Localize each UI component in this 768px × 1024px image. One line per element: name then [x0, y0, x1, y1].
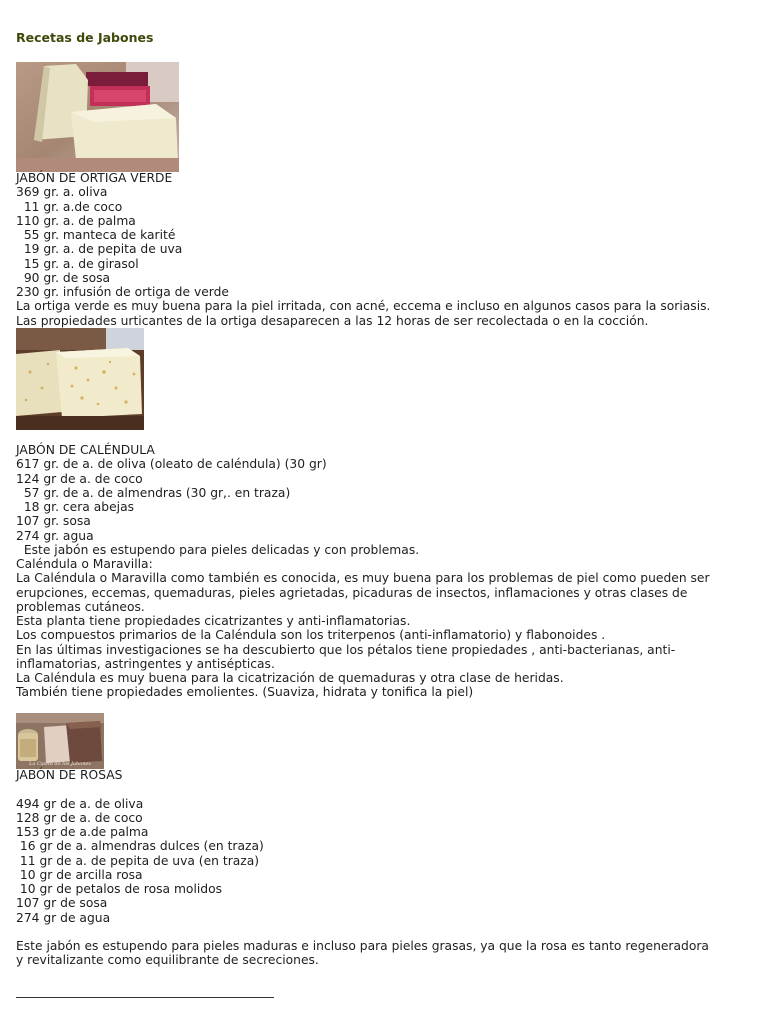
description-line: La Caléndula es muy buena para la cicatrización de quemaduras y otra clase de heridas. [16, 671, 564, 685]
recipe-line: 19 gr. a. de pepita de uva [16, 242, 183, 257]
recipe-line: 617 gr. de a. de oliva (oleato de caléndula) (30 gr) [16, 457, 327, 472]
recipe-line: 11 gr de a. de pepita de uva (en traza) [16, 853, 260, 868]
description-line: Las propiedades urticantes de la ortiga desaparecen a las 12 horas de ser recolectada o en la cocción. [16, 313, 649, 328]
recipe-line: 153 gr de a.de palma [16, 825, 149, 839]
section-calendula [16, 443, 710, 700]
page-title: Recetas de Jabones [16, 30, 154, 45]
description-line: La Caléndula o Maravilla como también es conocida, es muy buena para los problemas de piel como pueden ser [16, 571, 710, 586]
recipe-line: 15 gr. a. de girasol [16, 256, 139, 271]
recipe-line: 128 gr de a. de coco [16, 810, 143, 825]
recipe-line: 57 gr. de a. de almendras (30 gr,. en traza) [16, 485, 291, 500]
section-heading: JABÓN DE ORTIGA VERDE [16, 171, 173, 185]
recipe-line: 124 gr de a. de coco [16, 471, 143, 486]
photo-watermark: La Casita de los Jabones [29, 761, 91, 767]
description-line: problemas cutáneos. [16, 599, 145, 614]
description-line: inflamatorias, astringentes y antisépticas. [16, 656, 275, 671]
recipe-line: 494 gr de a. de oliva [16, 796, 144, 811]
description-line: En las últimas investigaciones se ha descubierto que los pétalos tiene propiedades , anti-bacterianas, anti- [16, 642, 676, 657]
description-line: La ortiga verde es muy buena para la piel irritada, con acné, eccema e incluso en algunos casos para la soriasis. [16, 299, 711, 314]
recipe-line: 230 gr. infusión de ortiga de verde [16, 285, 229, 299]
recipe-line: 18 gr. cera abejas [16, 500, 135, 514]
footer-rule [16, 997, 274, 998]
spacer [16, 782, 709, 796]
soap-photo-ortiga [16, 62, 179, 172]
description-line: Esta planta tiene propiedades cicatrizantes y anti-inflamatorias. [16, 614, 411, 628]
description-line: También tiene propiedades emolientes. (Suaviza, hidrata y tonifica la piel) [16, 685, 474, 700]
recipe-line: 10 gr de arcilla rosa [16, 867, 143, 882]
description-line: Caléndula o Maravilla: [16, 557, 153, 571]
recipe-line: 107 gr de sosa [16, 896, 108, 911]
recipe-line: 107 gr. sosa [16, 514, 91, 529]
recipe-line: 16 gr de a. almendras dulces (en traza) [16, 839, 264, 854]
section-heading: JABÓN DE CALÉNDULA [16, 443, 155, 457]
soap-photo-calendula [16, 328, 144, 430]
spacer [16, 925, 709, 939]
description-line: y revitalizante como equilibrante de secreciones. [16, 953, 319, 968]
description-line: erupciones, eccemas, quemaduras, pieles agrietadas, picaduras de insectos, inflamaciones y otras clases de [16, 585, 688, 600]
section-rosas [16, 768, 709, 968]
section-ortiga [16, 171, 710, 328]
recipe-line: 55 gr. manteca de karité [16, 228, 176, 242]
recipe-line: 369 gr. a. oliva [16, 185, 108, 200]
recipe-line: 274 gr de agua [16, 910, 111, 925]
soap-photo-rosas [16, 713, 104, 769]
recipe-line: 90 gr. de sosa [16, 270, 111, 285]
section-heading: JABÓN DE ROSAS [16, 768, 123, 782]
recipe-line: 274 gr. agua [16, 528, 94, 543]
description-line: Los compuestos primarios de la Caléndula son los triterpenos (anti-inflamatorio) y flabonoides . [16, 628, 606, 643]
recipe-line: 11 gr. a.de coco [16, 199, 123, 214]
description-line: Este jabón es estupendo para pieles delicadas y con problemas. [16, 542, 420, 557]
description-line: Este jabón es estupendo para pieles maduras e incluso para pieles grasas, ya que la rosa es tanto regeneradora [16, 939, 709, 953]
recipe-line: 10 gr de petalos de rosa molidos [16, 882, 223, 896]
recipe-line: 110 gr. a. de palma [16, 213, 136, 228]
